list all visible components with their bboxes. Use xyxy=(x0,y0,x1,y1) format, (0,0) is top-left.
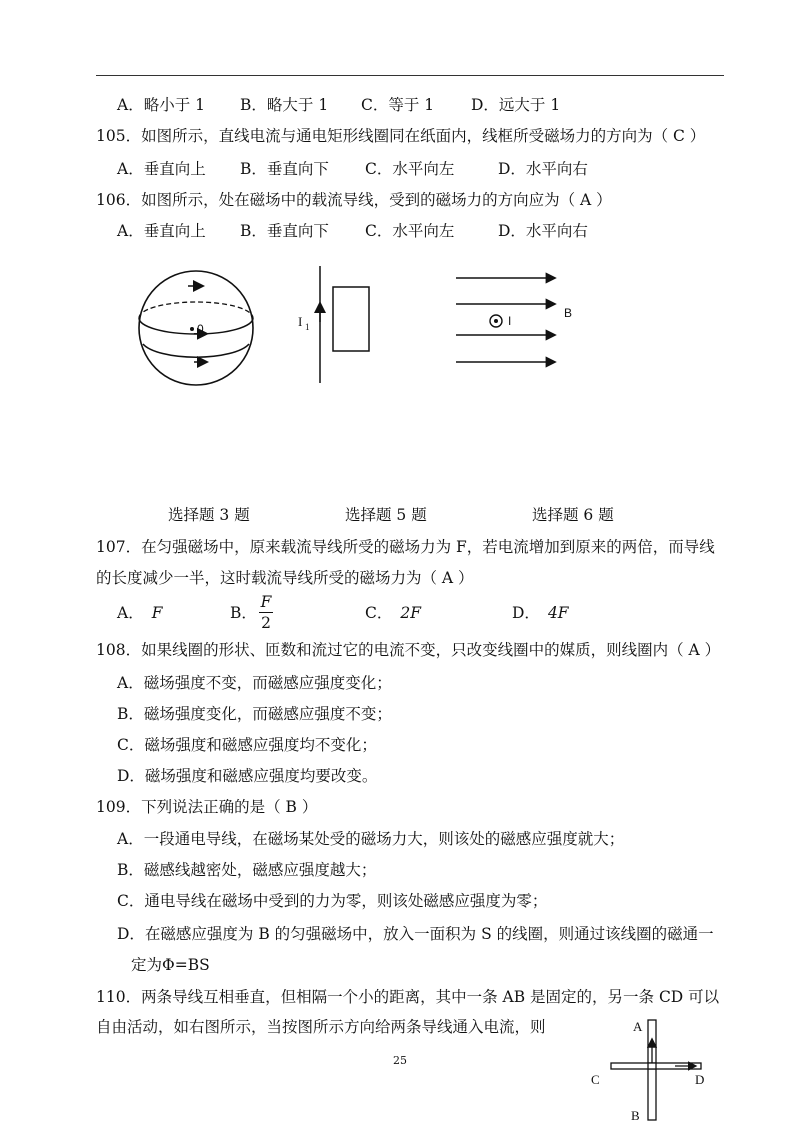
q107-stem-line1: 107．在匀强磁场中，原来载流导线所受的磁场力为 F，若电流增加到原来的两倍，而导线 xyxy=(96,538,715,556)
q104-option-b: B．略大于 1 xyxy=(240,96,329,114)
q106-option-b: B．垂直向下 xyxy=(240,222,329,240)
q107-stem-line2: 的长度减少一半，这时载流导线所受的磁场力为（ A ） xyxy=(96,569,474,587)
q108-option-c: C．磁场强度和磁感应强度均不变化； xyxy=(117,736,377,754)
header-rule xyxy=(96,75,724,76)
sphere-figure xyxy=(130,262,265,397)
sphere-center-label: 0 xyxy=(197,322,204,336)
q109-stem: 109．下列说法正确的是（ B ） xyxy=(96,798,318,816)
wire-current-subscript: 1 xyxy=(305,322,310,332)
q107-option-d xyxy=(512,603,569,623)
q109-option-d: D．在磁感应强度为 B 的匀强磁场中，放入一面积为 S 的线圈，则通过该线圈的磁通一 xyxy=(117,925,714,943)
wire-loop-figure xyxy=(290,262,380,387)
q107-option-a-label: A． xyxy=(117,604,144,622)
q106-option-d: D．水平向右 xyxy=(498,222,588,240)
q108-option-a: A．磁场强度不变，而磁感应强度变化； xyxy=(117,674,392,692)
page-number: 25 xyxy=(393,1054,407,1067)
caption-fig5: 选择题 5 题 xyxy=(345,506,427,524)
q109-option-c: C．通电导线在磁场中受到的力为零，则该处磁感应强度为零； xyxy=(117,892,548,910)
q110-stem-line1: 110．两条导线互相垂直，但相隔一个小的距离，其中一条 AB 是固定的，另一条 CD 可以 xyxy=(96,988,720,1006)
q107-option-c-label: C． xyxy=(365,604,393,622)
q108-option-b: B．磁场强度变化，而磁感应强度不变； xyxy=(117,705,392,723)
q105-option-b: B．垂直向下 xyxy=(240,160,329,178)
crossed-wires-label-b: B xyxy=(631,1108,640,1123)
crossed-wires-label-c: C xyxy=(591,1072,600,1087)
q107-option-a xyxy=(117,603,162,623)
field-figure xyxy=(450,265,590,375)
field-b-label: B xyxy=(564,306,573,320)
crossed-wires-label-a: A xyxy=(633,1019,643,1034)
field-current-label: I xyxy=(508,314,512,328)
caption-fig3: 选择题 3 题 xyxy=(168,506,250,524)
q107-option-d-value: 4F xyxy=(547,604,569,622)
q107-option-c-value: 2F xyxy=(400,604,421,622)
q107-option-b-denominator: 2 xyxy=(261,614,271,632)
q109-option-a: A．一段通电导线，在磁场某处受的磁场力大，则该处的磁感应强度就大； xyxy=(117,830,625,848)
crossed-wires-label-d: D xyxy=(695,1072,705,1087)
q107-option-b-label: B． xyxy=(230,604,257,622)
q104-option-d: D．远大于 1 xyxy=(471,96,561,114)
q104-option-c: C．等于 1 xyxy=(361,96,435,114)
q107-option-b-fraction xyxy=(256,593,276,632)
caption-fig6: 选择题 6 题 xyxy=(532,506,614,524)
q106-option-a: A．垂直向上 xyxy=(117,222,206,240)
q106-option-c: C．水平向左 xyxy=(365,222,455,240)
wire-current-label: I xyxy=(298,314,303,329)
q108-option-d: D．磁场强度和磁感应强度均要改变。 xyxy=(117,767,378,785)
q104-option-a: A．略小于 1 xyxy=(117,96,205,114)
q109-option-d-continued: 定为Φ=BS xyxy=(131,956,210,974)
q105-option-c: C．水平向左 xyxy=(365,160,455,178)
q107-option-a-value: F xyxy=(151,604,163,622)
q105-stem: 105．如图所示，直线电流与通电矩形线圈同在纸面内，线框所受磁场力的方向为（ C ） xyxy=(96,127,706,145)
q110-stem-line2: 自由活动，如右图所示，当按图所示方向给两条导线通入电流，则 xyxy=(96,1018,546,1036)
crossed-wires-figure xyxy=(585,1014,715,1128)
q109-option-b: B．磁感线越密处，磁感应强度越大； xyxy=(117,861,377,879)
q107-option-d-label: D． xyxy=(512,604,540,622)
q105-option-d: D．水平向右 xyxy=(498,160,588,178)
q108-stem: 108．如果线圈的形状、匝数和流过它的电流不变，只改变线圈中的媒质，则线圈内（ A ） xyxy=(96,641,721,659)
q107-option-b-numerator: F xyxy=(260,593,272,611)
q106-stem: 106．如图所示，处在磁场中的载流导线，受到的磁场力的方向应为（ A ） xyxy=(96,191,612,209)
q105-option-a: A．垂直向上 xyxy=(117,160,206,178)
q107-option-c xyxy=(365,603,421,623)
